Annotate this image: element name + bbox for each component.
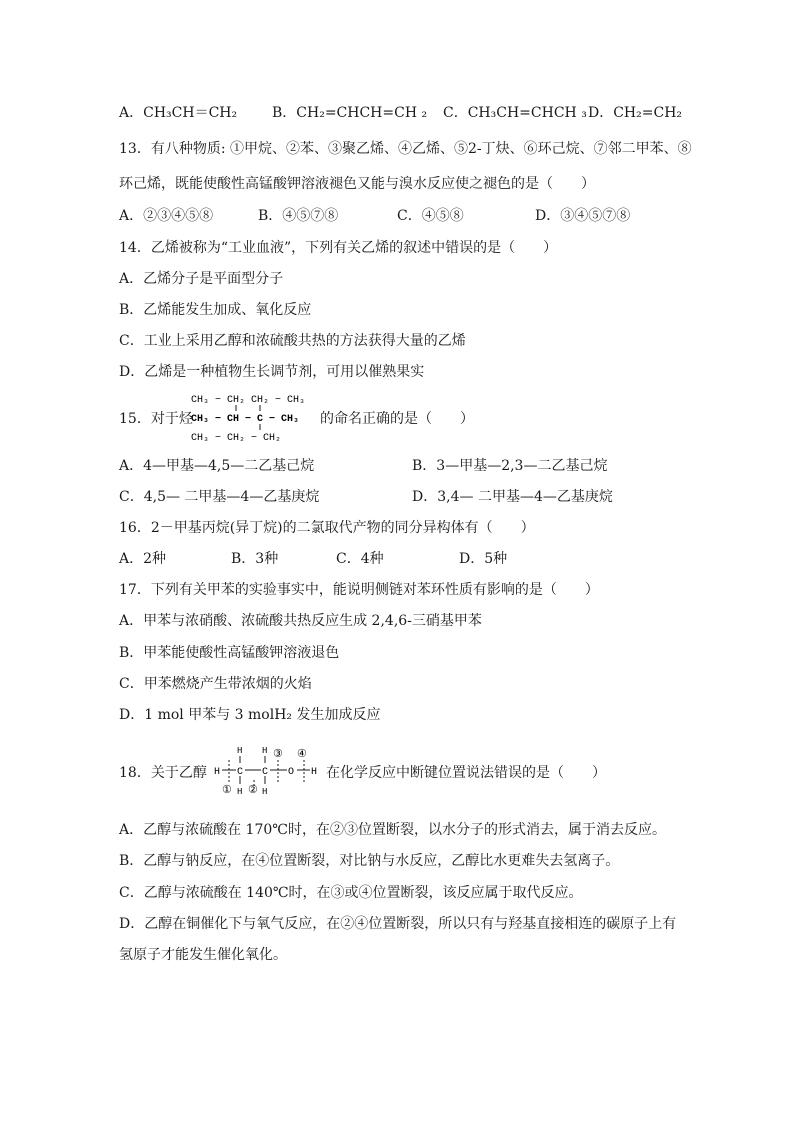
q17-option-d: D．1 mol 甲苯与 3 molH₂ 发生加成反应 — [119, 707, 381, 723]
q13-option-a: A．②③④⑤⑧ — [119, 208, 214, 224]
q18-option-a: A．乙醇与浓硫酸在 170℃时，在②③位置断裂，以水分子的形式消去，属于消去反应。 — [119, 822, 666, 838]
q18-atom-h-top2: H — [262, 746, 268, 756]
q14-option-b: B．乙烯能发生加成、氧化反应 — [119, 302, 312, 318]
q18-option-b: B．乙醇与钠反应，在④位置断裂，对比钠与水反应，乙醇比水更难失去氢离子。 — [119, 853, 620, 869]
q14-option-a: A．乙烯分子是平面型分子 — [119, 271, 284, 287]
q18-mark-2: ② — [248, 785, 258, 797]
q15-option-b: B．3—甲基—2,3—二乙基己烷 — [412, 458, 608, 474]
q13-option-d: D．③④⑤⑦⑧ — [535, 208, 631, 224]
q18-atom-h-bottom2: H — [262, 787, 268, 797]
q17-option-a: A．甲苯与浓硝酸、浓硫酸共热反应生成 2,4,6-三硝基甲苯 — [119, 613, 482, 629]
q18-mark-3: ③ — [273, 749, 283, 761]
q12-option-a: A．CH₃CH＝CH₂ — [119, 105, 238, 121]
q16-option-d: D．5种 — [459, 551, 508, 567]
q18-option-c: C．乙醇与浓硫酸在 140℃时，在③或④位置断裂，该反应属于取代反应。 — [119, 885, 583, 901]
q15-structure-row1: CH₃ − CH₂ CH₂ − CH₃ — [191, 395, 306, 406]
q15-option-a: A．4—甲基—4,5—二乙基己烷 — [119, 458, 315, 474]
q18-option-d-cont: 氢原子才能发生催化氧化。 — [119, 947, 287, 963]
q13-stem-line1: 13．有八种物质: ①甲烷、②苯、③聚乙烯、④乙烯、⑤2-丁炔、⑥环己烷、⑦邻二甲苯、⑧ — [119, 141, 692, 157]
q12-option-c: C．CH₃CH=CHCH ₃ — [443, 105, 587, 121]
q18-mark-1: ① — [222, 785, 232, 797]
q13-option-b: B．④⑤⑦⑧ — [258, 208, 339, 224]
q16-option-b: B．3种 — [231, 551, 279, 567]
q14-stem: 14．乙烯被称为“工业血液”，下列有关乙烯的叙述中错误的是（ ） — [119, 240, 558, 256]
q13-option-c: C．④⑤⑧ — [397, 208, 464, 224]
q14-option-d: D．乙烯是一种植物生长调节剂，可用以催熟果实 — [119, 364, 425, 380]
q18-ethanol-structure — [208, 742, 326, 800]
q18-stem-suffix: 在化学反应中断键位置说法错误的是（ ） — [326, 765, 606, 781]
q17-stem: 17．下列有关甲苯的实验事实中，能说明侧链对苯环性质有影响的是（ ） — [119, 582, 599, 598]
q18-atom-h-top1: H — [237, 746, 243, 756]
q16-option-a: A．2种 — [119, 551, 167, 567]
q17-option-b: B．甲苯能使酸性高锰酸钾溶液退色 — [119, 645, 340, 661]
q15-structure-row3: CH₃ − CH₂ − CH₂ — [191, 433, 282, 444]
q18-option-d: D．乙醇在铜催化下与氧气反应，在②④位置断裂，所以只有与羟基直接相连的碳原子上有 — [119, 916, 677, 932]
q18-atom-c2: C — [262, 767, 269, 778]
q15-structure-row2: CH₃ − CH − C − CH₃ — [191, 414, 300, 425]
q13-stem-line2: 环己烯，既能使酸性高锰酸钾溶液褪色又能与溴水反应使之褪色的是（ ） — [119, 176, 595, 192]
q15-stem-suffix: 的命名正确的是（ ） — [320, 411, 474, 427]
q12-option-d: D．CH₂=CH₂ — [588, 105, 683, 121]
q17-option-c: C．甲苯燃烧产生带浓烟的火焰 — [119, 676, 312, 692]
q15-option-c: C．4,5— 二甲基—4—乙基庚烷 — [119, 489, 320, 505]
q18-stem-prefix: 18．关于乙醇 — [119, 765, 207, 781]
q18-atom-c1: C — [237, 767, 244, 778]
q15-structure-formula — [187, 389, 317, 445]
q14-option-c: C．工业上采用乙醇和浓硫酸共热的方法获得大量的乙烯 — [119, 333, 466, 349]
q18-atom-o: O — [288, 767, 295, 778]
q12-option-b: B．CH₂=CHCH=CH ₂ — [272, 105, 428, 121]
q16-stem: 16．2－甲基丙烷(异丁烷)的二氯取代产物的同分异构体有（ ） — [119, 520, 535, 536]
q18-mark-4: ④ — [297, 749, 307, 761]
q18-atom-h-left: H — [214, 767, 221, 778]
q15-option-d: D．3,4— 二甲基—4—乙基庚烷 — [412, 489, 613, 505]
q18-atom-h-bottom1: H — [237, 787, 243, 797]
q16-option-c: C．4种 — [336, 551, 384, 567]
q15-stem-prefix: 15．对于烃 — [119, 411, 193, 427]
q18-atom-h-right: H — [311, 767, 318, 778]
